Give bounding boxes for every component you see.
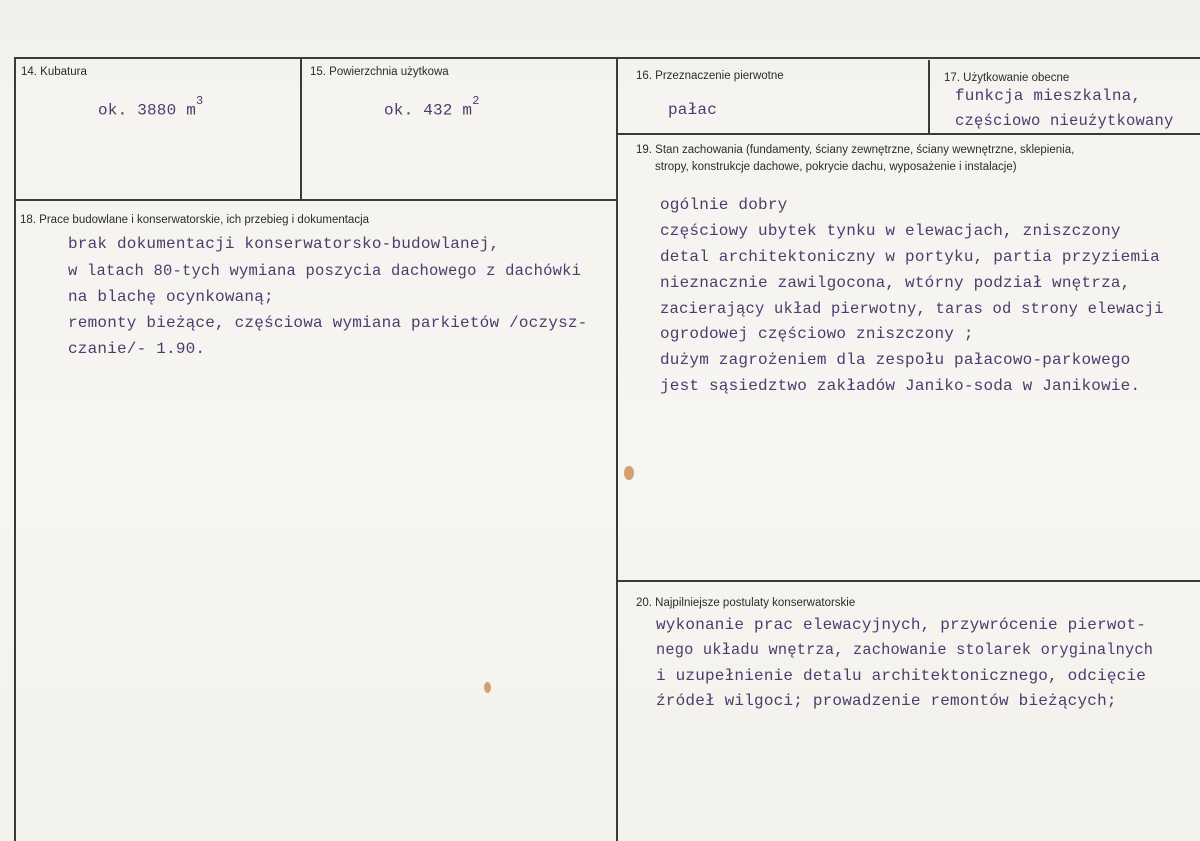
powierzchnia-value bbox=[384, 94, 480, 120]
stan-line-5: zacierający układ pierwotny, taras od strony elewacji bbox=[660, 300, 1164, 318]
rule-under-14-15 bbox=[14, 199, 618, 201]
powierzchnia-label: 15. Powierzchnia użytkowa bbox=[310, 66, 449, 78]
uzytkowanie-label: 17. Użytkowanie obecne bbox=[944, 72, 1070, 84]
powierzchnia-unit-exponent: 2 bbox=[472, 94, 480, 108]
uzytkowanie-line-1: funkcja mieszkalna, bbox=[955, 87, 1142, 105]
divider-15-16 bbox=[616, 57, 618, 841]
prace-line-2: w latach 80-tych wymiana poszycia dachowego z dachówki bbox=[68, 262, 582, 280]
left-rule bbox=[14, 57, 16, 841]
stan-label-2: stropy, konstrukcje dachowe, pokrycie dachu, wyposażenie i instalacje) bbox=[655, 161, 1017, 173]
rule-above-20 bbox=[616, 580, 1200, 582]
prace-line-5: czanie/- 1.90. bbox=[68, 340, 206, 358]
kubatura-unit-exponent: 3 bbox=[196, 94, 204, 108]
stan-line-1: ogólnie dobry bbox=[660, 196, 788, 214]
stan-line-7: dużym zagrożeniem dla zespołu pałacowo-parkowego bbox=[660, 351, 1131, 369]
prace-label: 18. Prace budowlane i konserwatorskie, ich przebieg i dokumentacja bbox=[20, 214, 370, 226]
postulaty-line-4: źródeł wilgoci; prowadzenie remontów bieżących; bbox=[656, 692, 1117, 710]
prace-line-4: remonty bieżące, częściowa wymiana parkietów /oczysz- bbox=[68, 314, 588, 332]
stain-mark bbox=[484, 682, 491, 693]
stan-label-1: 19. Stan zachowania (fundamenty, ściany zewnętrzne, ściany wewnętrzne, sklepienia, bbox=[636, 144, 1075, 156]
postulaty-label: 20. Najpilniejsze postulaty konserwatorskie bbox=[636, 597, 856, 609]
stan-line-6: ogrodowej częściowo zniszczony ; bbox=[660, 325, 974, 343]
postulaty-line-3: i uzupełnienie detalu architektonicznego, odcięcie bbox=[656, 667, 1147, 685]
prace-line-1: brak dokumentacji konserwatorsko-budowlanej, bbox=[68, 235, 500, 253]
kubatura-value bbox=[98, 94, 204, 120]
divider-14-15 bbox=[300, 57, 302, 200]
uzytkowanie-line-2: częściowo nieużytkowany bbox=[955, 112, 1174, 130]
stan-line-4: nieznacznie zawilgocona, wtórny podział wnętrza, bbox=[660, 274, 1131, 292]
kubatura-value-text: ok. 3880 m bbox=[98, 101, 197, 120]
stan-line-8: jest sąsiedztwo zakładów Janiko-soda w Janikowie. bbox=[660, 377, 1141, 395]
rule-under-16-17 bbox=[616, 133, 1200, 135]
divider-16-17 bbox=[928, 60, 930, 134]
przeznaczenie-label: 16. Przeznaczenie pierwotne bbox=[636, 70, 784, 82]
kubatura-label: 14. Kubatura bbox=[21, 66, 87, 78]
postulaty-line-2: nego układu wnętrza, zachowanie stolarek oryginalnych bbox=[656, 641, 1154, 659]
stan-line-3: detal architektoniczny w portyku, partia przyziemia bbox=[660, 248, 1160, 266]
przeznaczenie-value: pałac bbox=[668, 101, 718, 119]
prace-line-3: na blachę ocynkowaną; bbox=[68, 288, 274, 306]
powierzchnia-value-text: ok. 432 m bbox=[384, 101, 473, 120]
stan-line-2: częściowy ubytek tynku w elewacjach, zniszczony bbox=[660, 222, 1121, 240]
stain-mark bbox=[624, 466, 634, 480]
postulaty-line-1: wykonanie prac elewacyjnych, przywrócenie pierwot- bbox=[656, 616, 1147, 634]
top-rule bbox=[14, 57, 1200, 59]
